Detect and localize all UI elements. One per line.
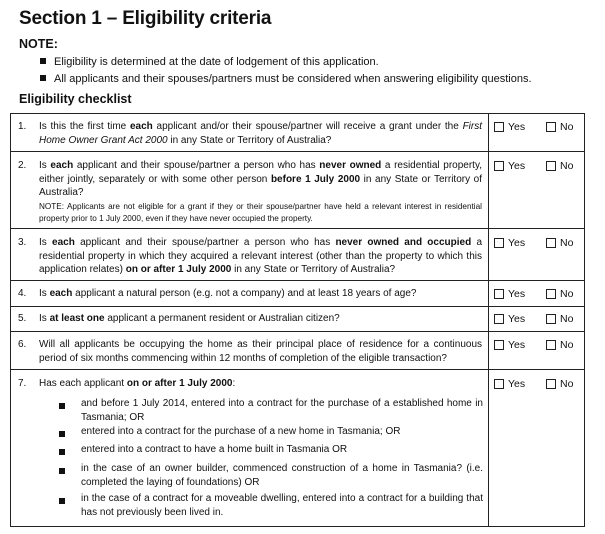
question-number: 5.	[18, 313, 27, 324]
checkbox-icon	[494, 238, 504, 248]
checklist-label: Eligibility checklist	[19, 92, 132, 106]
question-number: 7.	[18, 378, 27, 389]
question-number: 4.	[18, 288, 27, 299]
yes-checkbox-6[interactable]: Yes	[494, 339, 525, 351]
note-item: Eligibility is determined at the date of lodgement of this application.	[40, 56, 379, 68]
checkbox-icon	[494, 161, 504, 171]
question-number: 1.	[18, 121, 27, 132]
note-label: NOTE:	[19, 37, 58, 51]
yes-checkbox-2[interactable]: Yes	[494, 160, 525, 172]
checkbox-icon	[494, 340, 504, 350]
question-text: Will all applicants be occupying the home as their principal place of residence for a continuous period of six months commencing within 12 months of completion of the eligible transaction?	[39, 339, 482, 364]
question-number: 2.	[18, 160, 27, 171]
no-checkbox-3[interactable]: No	[546, 237, 573, 249]
question-text: Has each applicant on or after 1 July 2000:	[39, 378, 236, 389]
sub-item: entered into a contract to have a home built in Tasmania OR	[81, 444, 348, 455]
checkbox-icon	[546, 289, 556, 299]
note-item: All applicants and their spouses/partners must be considered when answering eligibility questions.	[40, 73, 532, 85]
bullet-square-icon	[59, 498, 65, 504]
question-row-2	[11, 151, 584, 229]
eligibility-checklist-table	[10, 113, 585, 527]
checkbox-icon	[494, 379, 504, 389]
question-text: Is each applicant and their spouse/partner a person who has never owned and occupied a residential property in which they acquired a relevant interest (other than the property to which this application relates) on or after 1 July 2000 in any State or Territory of Australia?	[39, 237, 483, 275]
no-checkbox-5[interactable]: No	[546, 313, 573, 325]
question-row-5	[11, 306, 584, 332]
checkbox-icon	[546, 122, 556, 132]
yes-checkbox-7[interactable]: Yes	[494, 378, 525, 390]
bullet-square-icon	[59, 403, 65, 409]
bullet-square-icon	[40, 75, 46, 81]
yes-checkbox-4[interactable]: Yes	[494, 288, 525, 300]
question-note: NOTE: Applicants are not eligible for a grant if they or their spouse/partner have held a relevant interest in residential property prior to 1 July 2000, even if they have never occupied the property.	[39, 202, 482, 223]
question-row-3	[11, 228, 584, 281]
question-text: Is each applicant a natural person (e.g. not a company) and at least 18 years of age?	[39, 288, 417, 299]
checkbox-icon	[494, 314, 504, 324]
yes-checkbox-5[interactable]: Yes	[494, 313, 525, 325]
sub-item: in the case of a contract for a moveable dwelling, entered into a contract for a building that has not previously been lived in.	[81, 493, 483, 518]
question-row-1	[11, 114, 584, 151]
question-row-4	[11, 280, 584, 307]
question-number: 6.	[18, 339, 27, 350]
yes-checkbox-1[interactable]: Yes	[494, 121, 525, 133]
sub-item: and before 1 July 2014, entered into a contract for the purchase of a established home in Tasmania; OR	[81, 398, 483, 423]
no-checkbox-6[interactable]: No	[546, 339, 573, 351]
no-checkbox-4[interactable]: No	[546, 288, 573, 300]
question-row-7	[11, 369, 584, 527]
sub-item: in the case of an owner builder, commenced construction of a home in Tasmania? (i.e. completed the laying of foundations) OR	[81, 463, 483, 488]
checkbox-icon	[494, 289, 504, 299]
section-title: Section 1 – Eligibility criteria	[19, 8, 272, 29]
question-text: Is each applicant and their spouse/partner a person who has never owned a residential property, either jointly, separately or with some other person before 1 July 2000 in any State or Territory of Australia?	[39, 160, 483, 198]
checkbox-icon	[546, 340, 556, 350]
bullet-square-icon	[59, 449, 65, 455]
question-number: 3.	[18, 237, 27, 248]
question-row-6	[11, 331, 584, 370]
question-text: Is this the first time each applicant and/or their spouse/partner will receive a grant under the First Home Owner Grant Act 2000 in any State or Territory of Australia?	[39, 121, 483, 146]
no-checkbox-2[interactable]: No	[546, 160, 573, 172]
yes-checkbox-3[interactable]: Yes	[494, 237, 525, 249]
question-text: Is at least one applicant a permanent resident or Australian citizen?	[39, 313, 340, 324]
sub-item: entered into a contract for the purchase of a new home in Tasmania; OR	[81, 426, 401, 437]
checkbox-icon	[494, 122, 504, 132]
bullet-square-icon	[59, 431, 65, 437]
bullet-square-icon	[59, 468, 65, 474]
bullet-square-icon	[40, 58, 46, 64]
no-checkbox-1[interactable]: No	[546, 121, 573, 133]
checkbox-icon	[546, 379, 556, 389]
checkbox-icon	[546, 314, 556, 324]
no-checkbox-7[interactable]: No	[546, 378, 573, 390]
checkbox-icon	[546, 238, 556, 248]
checkbox-icon	[546, 161, 556, 171]
